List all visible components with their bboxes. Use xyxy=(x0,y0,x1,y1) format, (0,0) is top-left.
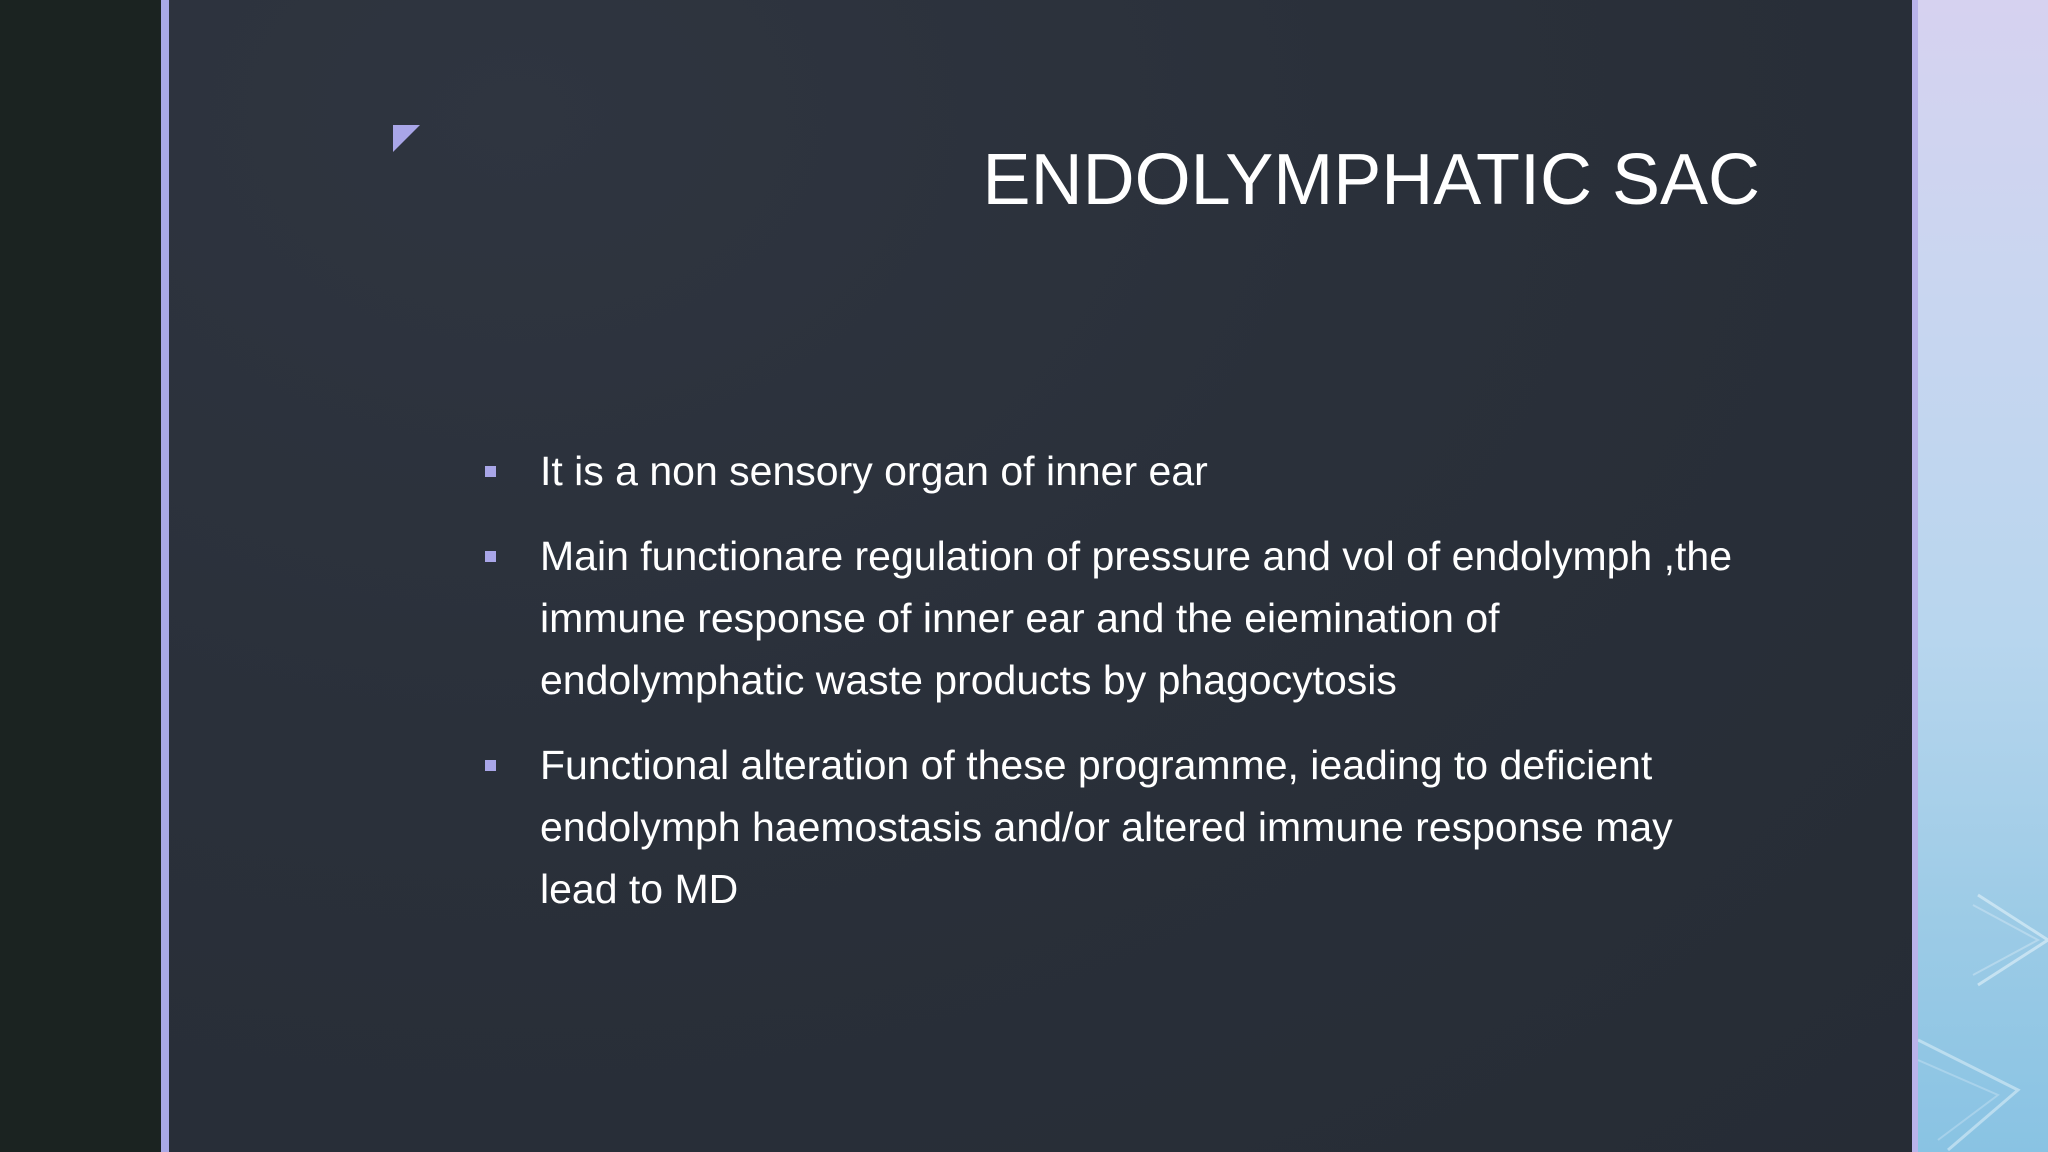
list-item xyxy=(480,525,1740,711)
bullet-list xyxy=(480,440,1740,943)
left-dark-strip xyxy=(0,0,161,1152)
bullet-text: Functional alteration of these programme, ieading to deficient endolymph haemostasis and/or altered immune response may lead to MD xyxy=(540,742,1673,912)
slide-title: ENDOLYMPHATIC SAC xyxy=(982,140,1760,220)
list-item xyxy=(480,440,1740,502)
bullet-text: Main functionare regulation of pressure and vol of endolymph ,the immune response of inner ear and the eiemination of endolymphatic waste products by phagocytosis xyxy=(540,533,1733,703)
list-item xyxy=(480,734,1740,920)
square-bullet-icon xyxy=(485,466,496,477)
corner-triangle-icon xyxy=(393,125,420,152)
left-accent-bar xyxy=(161,0,169,1152)
decorative-chevrons-icon xyxy=(1918,0,2048,1152)
right-decorative-panel xyxy=(1918,0,2048,1152)
square-bullet-icon xyxy=(485,760,496,771)
bullet-text: It is a non sensory organ of inner ear xyxy=(540,448,1208,494)
square-bullet-icon xyxy=(485,551,496,562)
